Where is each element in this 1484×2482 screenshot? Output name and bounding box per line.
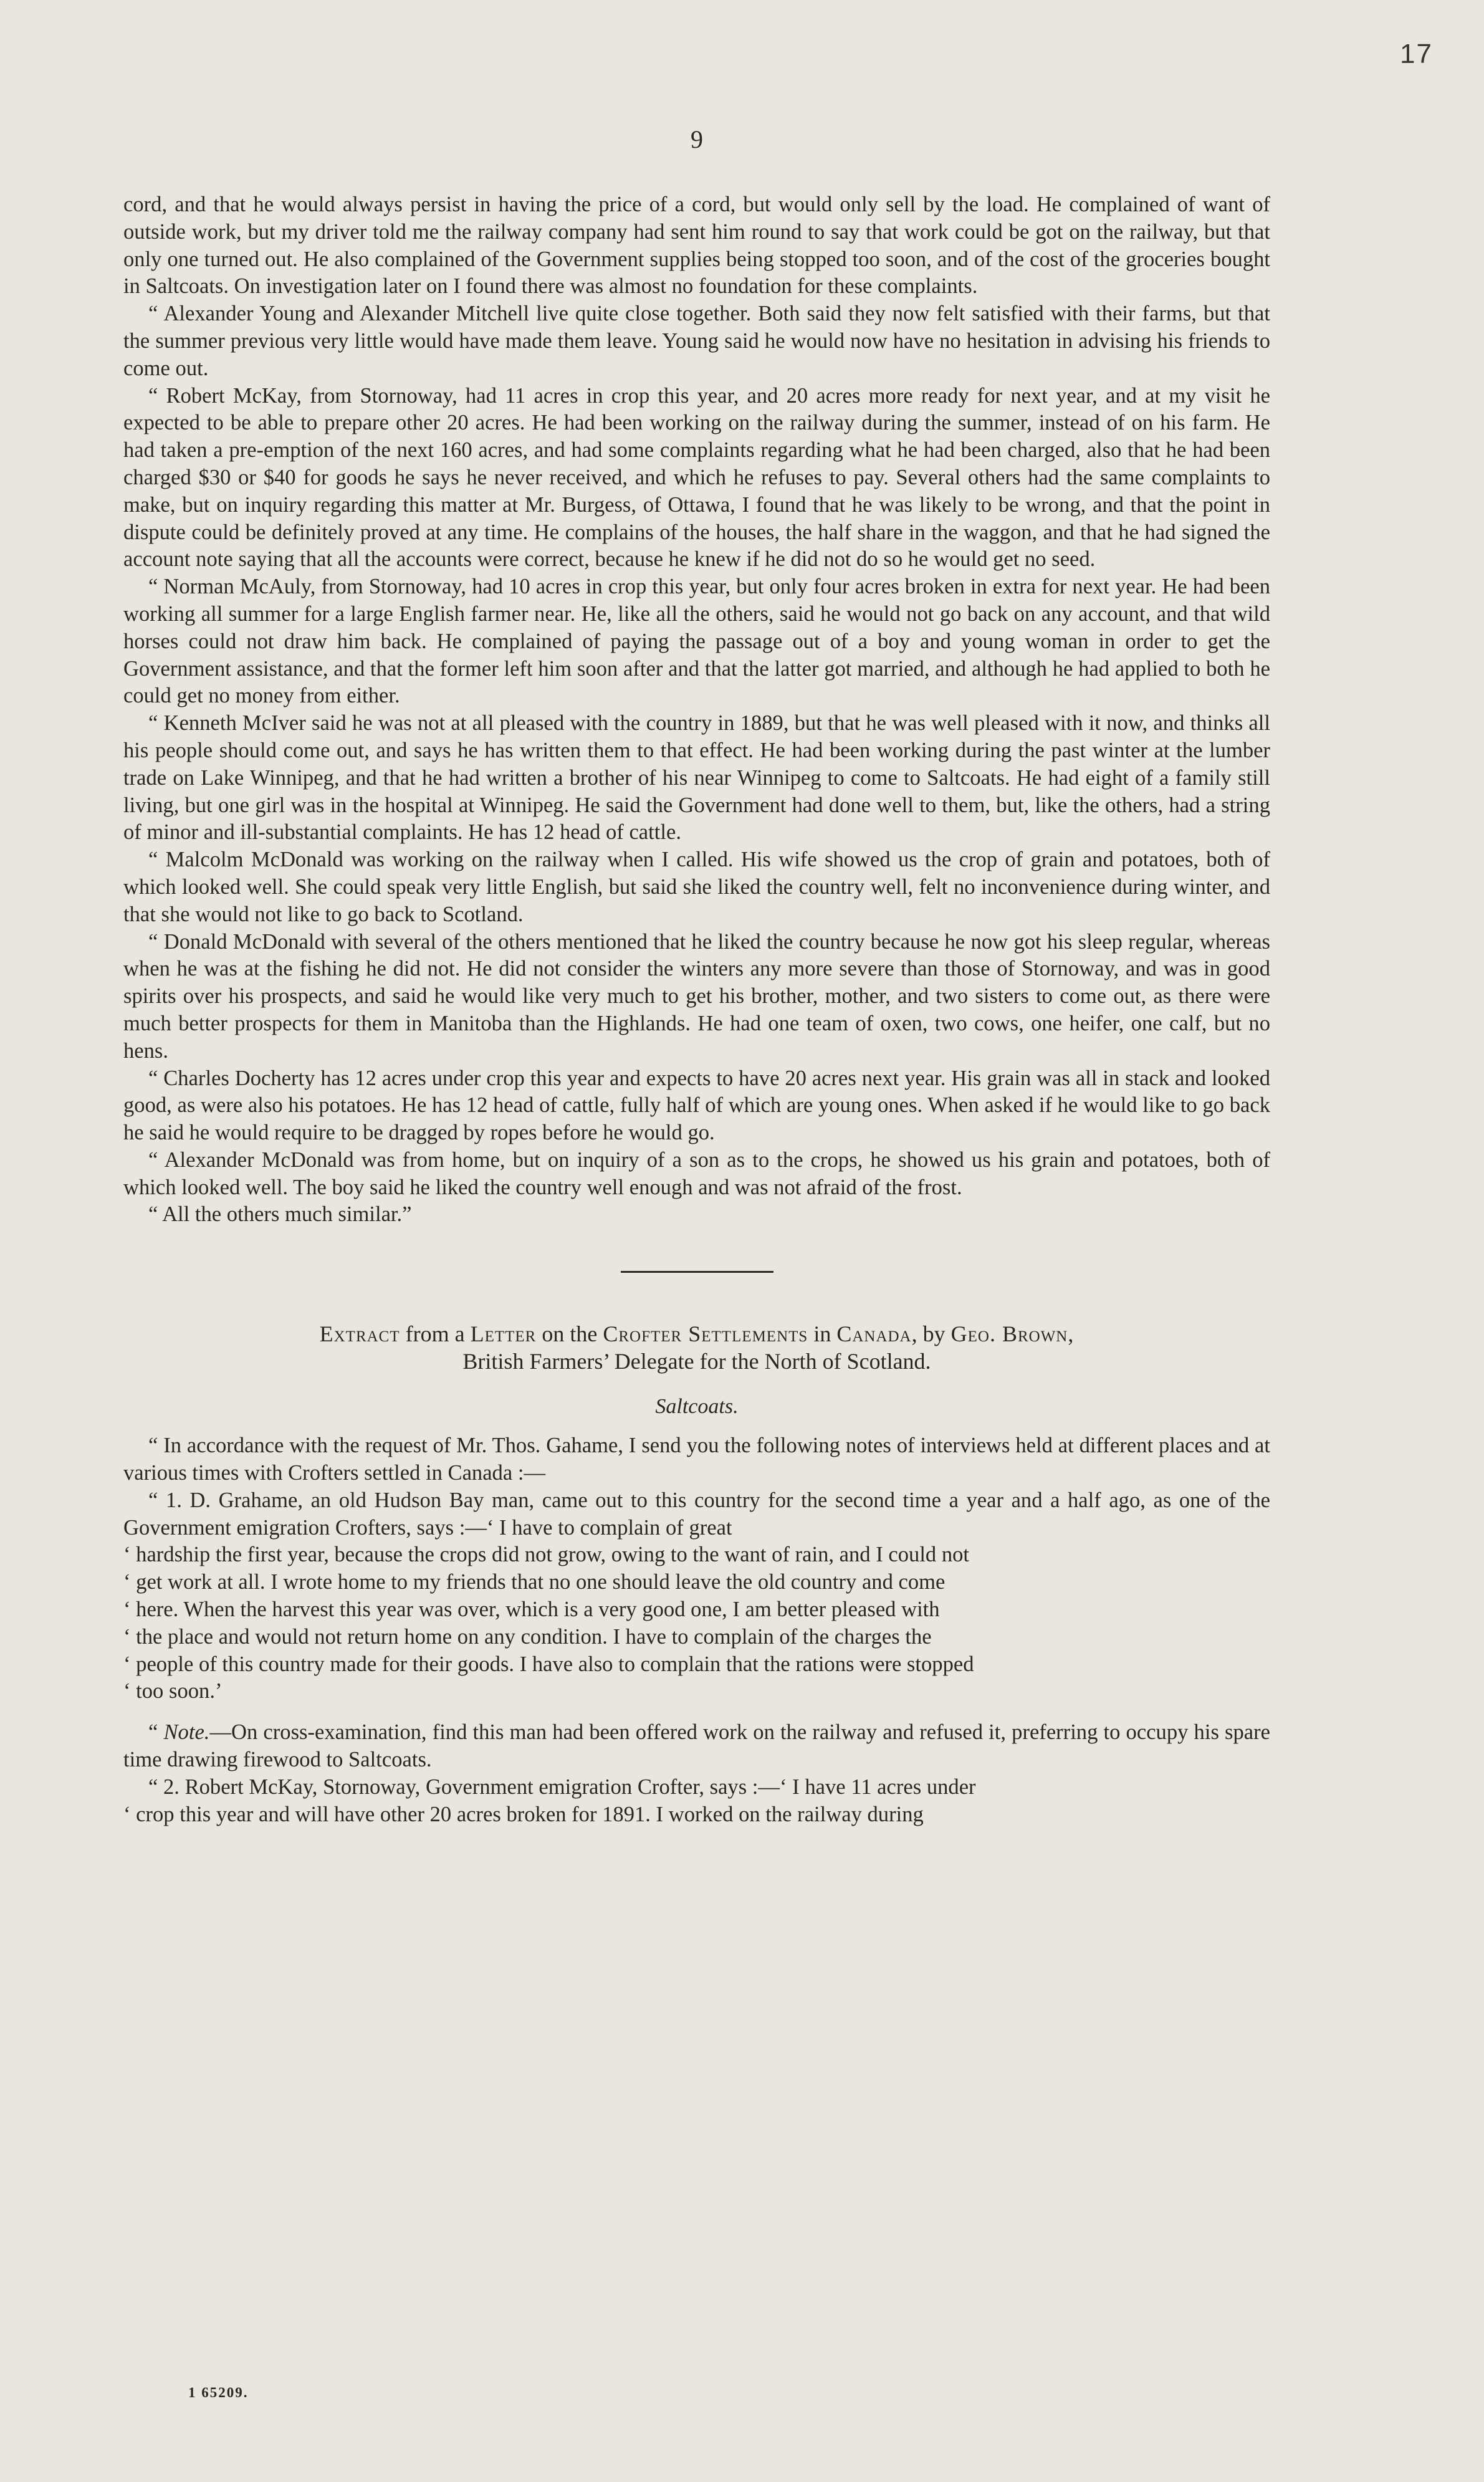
heading-word: Canada: [836, 1321, 912, 1347]
page-number: 9: [691, 125, 703, 153]
heading-word: in: [813, 1321, 831, 1347]
paragraph: “ Malcolm McDonald was working on the railway when I called. His wife showed us the crop of grain and potatoes, both of which looked well. She could speak very little English, but said she liked the country well, felt no inconvenience during winter, and that she would not like to go back to Scotland.: [123, 848, 1270, 926]
paragraph: “ All the others much similar.”: [148, 1202, 412, 1227]
item-lead: “ 1. D. Grahame, an old Hudson Bay man, came out to this country for the second time a year and a half ago, as one of the Government emigration Crofters, says :—‘ I have to complain of great: [123, 1488, 1270, 1540]
extract-subheading: British Farmers’ Delegate for the North of Scotland.: [462, 1349, 931, 1374]
paragraph: “ Alexander Young and Alexander Mitchell live quite close together. Both said they now felt satisfied with their farms, but that the summer previous very little would have made them leave. Young said he would now have no hesitation in advising his friends to come out.: [123, 302, 1270, 380]
item-line: ‘ too soon.’: [123, 1679, 223, 1703]
item-line: ‘ here. When the harvest this year was over, which is a very good one, I am better pleased with: [123, 1598, 940, 1622]
item-line: ‘ the place and would not return home on any condition. I have to complain of the charges the: [123, 1624, 932, 1649]
printer-mark: 1 65209.: [188, 2385, 249, 2400]
heading-word: Extract: [319, 1321, 400, 1347]
note-paragraph: [123, 1719, 1270, 1774]
item-line: ‘ crop this year and will have other 20 acres broken for 1891. I worked on the railway during: [123, 1802, 924, 1826]
item-line: ‘ hardship the first year, because the crops did not grow, owing to the want of rain, and I could not: [123, 1543, 970, 1567]
item-lead: “ 2. Robert McKay, Stornoway, Government emigration Crofter, says :—‘ I have 11 acres under: [148, 1775, 976, 1799]
extract-heading: [123, 1320, 1270, 1348]
interview-item-1: [123, 1487, 1270, 1705]
heading-word: from a: [405, 1321, 465, 1347]
heading-word: , by: [911, 1321, 945, 1347]
item-line: ‘ people of this country made for their goods. I have also to complain that the rations were stopped: [123, 1652, 974, 1676]
note-label: Note.: [163, 1720, 210, 1745]
heading-word: on the: [542, 1321, 598, 1347]
sheet-number: 17: [1400, 39, 1433, 69]
note-text: —On cross-examination, find this man had been offered work on the railway and refused it, preferring to occupy his spare time drawing firewood to Saltcoats.: [123, 1720, 1270, 1772]
item-line: ‘ get work at all. I wrote home to my friends that no one should leave the old country and come: [123, 1570, 945, 1594]
intro-paragraph: “ In accordance with the request of Mr. Thos. Gahame, I send you the following notes of interviews held at different places and at various times with Crofters settled in Canada :—: [123, 1434, 1270, 1485]
paragraph: “ Charles Docherty has 12 acres under crop this year and expects to have 20 acres next year. His grain was all in stack and looked good, as were also his potatoes. He has 12 head of cattle, fully half of which are young ones. When asked if he would like to go back he said he would require to be dragged by ropes before he would go.: [123, 1066, 1270, 1145]
place-heading: Saltcoats.: [655, 1395, 739, 1419]
note-prefix: “: [148, 1720, 164, 1745]
heading-word: Crofter Settlements: [603, 1321, 808, 1347]
paragraph: “ Alexander McDonald was from home, but on inquiry of a son as to the crops, he showed us his grain and potatoes, both of which looked well. The boy said he liked the country well enough and was not afraid of the frost.: [123, 1148, 1270, 1199]
paragraph: “ Robert McKay, from Stornoway, had 11 acres in crop this year, and 20 acres more ready for next year, and at my visit he expected to be able to prepare other 20 acres. He had been working on the railway during the summer, instead of on his farm. He had taken a pre-emption of the next 160 acres, and had some complaints regarding what he had been charged, also that he had been charged $30 or $40 for goods he says he never received, and which he refuses to pay. Several others had the same complaints to make, but on inquiry regarding this matter at Mr. Burgess, of Ottawa, I found that he was likely to be wrong, and that the point in dispute could be definitely proved at any time. He complains of the houses, the half share in the waggon, and that he had signed the account note saying that all the accounts were correct, because he knew if he did not do so he would get no seed.: [123, 383, 1270, 572]
paragraph: cord, and that he would always persist in having the price of a cord, but would only sell by the load. He complained of want of outside work, but my driver told me the railway company had sent him round to say that work could be got on the railway, but that only one turned out. He also complained of the Government supplies being stopped too soon, and of the cost of the groceries bought in Saltcoats. On investigation later on I found there was almost no foundation for these complaints.: [123, 193, 1270, 299]
paragraph: “ Kenneth McIver said he was not at all pleased with the country in 1889, but that he was well pleased with it now, and thinks all his people should come out, and says he has written them to that effect. He had been working during the past winter at the lumber trade on Lake Winnipeg, and that he had written a brother of his near Winnipeg to come to Saltcoats. He had eight of a family still living, but one girl was in the hospital at Winnipeg. He said the Government had done well to them, but, like the others, had a string of minor and ill-substantial complaints. He has 12 head of cattle.: [123, 711, 1270, 845]
paragraph: “ Norman McAuly, from Stornoway, had 10 acres in crop this year, but only four acres broken in extra for next year. He had been working all summer for a large English farmer near. He, like all the others, said he would not go back on any account, and that wild horses could not draw him back. He complained of paying the passage out of a boy and young woman in order to get the Government assistance, and that the former left him soon after and that the latter got married, and although he had applied to both he could get no money from either.: [123, 575, 1270, 708]
section-divider: [621, 1271, 773, 1273]
paragraph: “ Donald McDonald with several of the others mentioned that he liked the country because he now got his sleep regular, whereas when he was at the fishing he did not. He did not consider the winters any more severe than those of Stornoway, and was in good spirits over his prospects, and said he would like very much to get his brother, mother, and two sisters to come out, as there were much better prospects for them in Manitoba than the Highlands. He had one team of oxen, two cows, one heifer, one calf, but no hens.: [123, 929, 1270, 1063]
page-body: [123, 125, 1270, 1828]
heading-word: Letter: [470, 1321, 537, 1347]
interview-item-2: [123, 1774, 1270, 1829]
heading-author: Geo. Brown,: [950, 1321, 1075, 1347]
